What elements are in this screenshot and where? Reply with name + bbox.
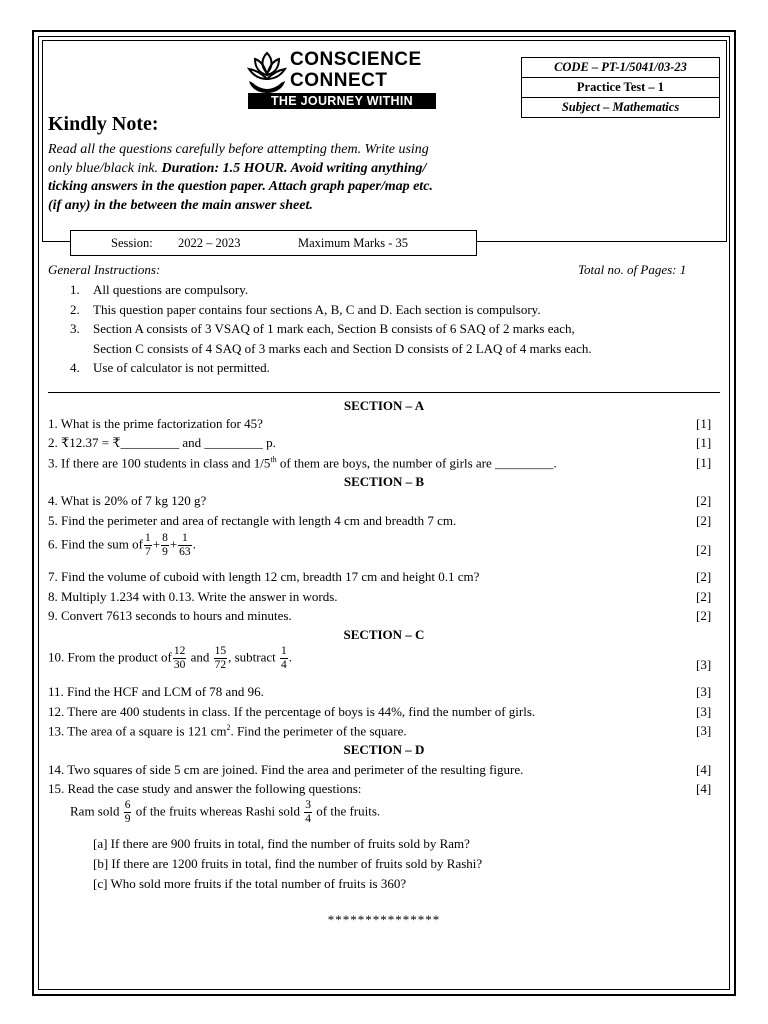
question-15: 15. Read the case study and answer the following questions: (48, 781, 362, 796)
section-d-heading: SECTION – D (343, 742, 425, 757)
question-11: 11. Find the HCF and LCM of 78 and 96. (48, 684, 264, 699)
marks-14: [4] (696, 762, 712, 777)
code-table (521, 57, 720, 118)
question-9: 9. Convert 7613 seconds to hours and minutes. (48, 608, 292, 623)
logo-tagline: THE JOURNEY WITHIN (248, 93, 436, 109)
marks-11: [3] (696, 684, 712, 699)
sub-question-b: [b] If there are 1200 fruits in total, find the number of fruits sold by Rashi? (93, 856, 483, 871)
question-6: 6. Find the sum of $\frac{1}{7}$ + $\frac{8}{9}$ + $\frac{1}{63}$ . (48, 532, 196, 558)
fraction: $\frac{15}{72}$ (214, 645, 227, 671)
question-8: 8. Multiply 1.234 with 0.13. Write the answer in words. (48, 589, 338, 604)
question-1: 1. What is the prime factorization for 45? (48, 416, 263, 431)
sub-question-a: [a] If there are 900 fruits in total, find the number of fruits sold by Ram? (93, 836, 470, 851)
total-pages: Total no. of Pages: 1 (578, 262, 687, 277)
note-title: Kindly Note: (48, 113, 159, 135)
sub-question-c: [c] Who sold more fruits if the total number of fruits is 360? (93, 876, 407, 891)
fraction: $\frac{1}{4}$ (281, 645, 287, 671)
session-label: Session: (111, 236, 153, 250)
test-cell: Practice Test – 1 (522, 78, 720, 98)
question-7: 7. Find the volume of cuboid with length 12 cm, breadth 17 cm and height 0.1 cm? (48, 569, 480, 584)
section-c-heading: SECTION – C (343, 627, 425, 642)
subject-cell: Subject – Mathematics (522, 98, 720, 118)
divider-line (48, 392, 720, 393)
marks-1: [1] (696, 416, 712, 431)
marks-6: [2] (696, 542, 712, 557)
marks-12: [3] (696, 704, 712, 719)
marks-4: [2] (696, 493, 712, 508)
fraction: $\frac{1}{63}$ (179, 532, 191, 558)
question-2: 2. ₹12.37 = ₹_________ and _________ p. (48, 435, 276, 450)
session-value: 2022 – 2023 (178, 236, 241, 250)
marks-8: [2] (696, 589, 712, 604)
marks-5: [2] (696, 513, 712, 528)
marks-7: [2] (696, 569, 712, 584)
marks-2: [1] (696, 435, 712, 450)
case-study-statement: Ram sold $\frac{6}{9}$ of the fruits whereas Rashi sold $\frac{3}{4}$ of the fruits. (70, 799, 381, 825)
end-marker: *************** (327, 912, 441, 927)
max-marks: Maximum Marks - 35 (298, 236, 409, 250)
fraction: $\frac{6}{9}$ (124, 799, 131, 825)
marks-15: [4] (696, 781, 712, 796)
question-12: 12. There are 400 students in class. If the percentage of boys is 44%, find the number of girls. (48, 704, 536, 719)
marks-3: [1] (696, 455, 712, 470)
question-5: 5. Find the perimeter and area of rectangle with length 4 cm and breadth 7 cm. (48, 513, 457, 528)
logo-title-line2: CONNECT (290, 70, 388, 91)
marks-13: [3] (696, 723, 712, 738)
question-10: 10. From the product of $\frac{12}{30}$ and $\frac{15}{72}$ , subtract $\frac{1}{4}$ . (48, 645, 293, 671)
marks-9: [2] (696, 608, 712, 623)
question-14: 14. Two squares of side 5 cm are joined. Find the area and perimeter of the resulting figure. (48, 762, 524, 777)
code-cell: CODE – PT-1/5041/03-23 (522, 58, 720, 78)
section-b-heading: SECTION – B (343, 474, 425, 489)
session-box (70, 230, 477, 256)
fraction: $\frac{3}{4}$ (305, 799, 312, 825)
section-a-heading: SECTION – A (343, 398, 425, 413)
marks-10: [3] (696, 657, 712, 672)
fraction: $\frac{12}{30}$ (173, 645, 186, 671)
general-instructions-label: General Instructions: (48, 262, 161, 277)
note-text: Read all the questions carefully before attempting them. Write using only blue/black ink. Duration: 1.5 HOUR. Avoid writing anything/ ticking answers in the question paper. Attach graph paper/map etc. (if any) in the between the main answer sheet. (48, 142, 433, 213)
fraction: $\frac{1}{7}$ (144, 532, 151, 558)
question-3: 3. If there are 100 students in class and 1/5th of them are boys, the number of girls are _________. (48, 455, 557, 471)
question-13: 13. The area of a square is 121 $cm^2$. Find the perimeter of the square. (48, 723, 407, 739)
logo-title-line1: CONSCIENCE (290, 49, 422, 70)
fraction: $\frac{8}{9}$ (162, 532, 168, 558)
question-4: 4. What is 20% of 7 kg 120 g? (48, 493, 207, 508)
